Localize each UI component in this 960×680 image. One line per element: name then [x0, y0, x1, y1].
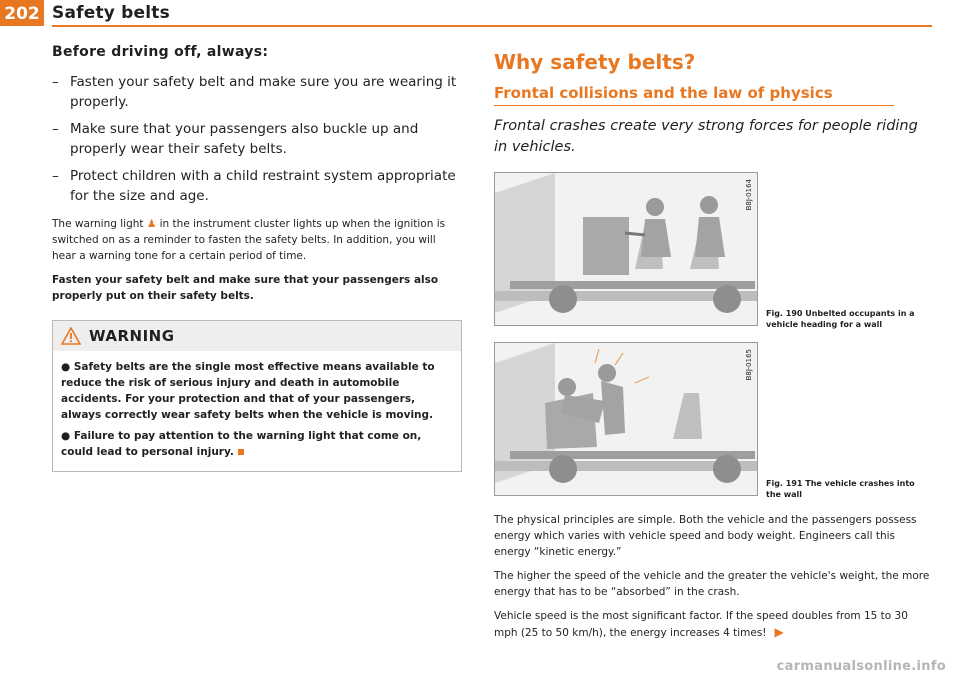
subheading-rule — [494, 105, 894, 106]
step-item: – Protect children with a child restraint system appropriate for the size and age. — [52, 166, 462, 206]
speed-paragraph — [494, 608, 934, 641]
warning-body — [53, 351, 461, 471]
physics-paragraph: The physical principles are simple. Both the vehicle and the passengers possess energy which varies with vehicle speed and body weight. Engineers call this energy “kinetic energy.” — [494, 514, 917, 559]
seat-belt-icon: ♟ — [146, 218, 157, 230]
step-item: – Make sure that your passengers also buckle up and properly wear their safety belts. — [52, 119, 462, 159]
warning-title: WARNING — [89, 327, 175, 345]
before-driving-heading: Before driving off, always: — [52, 44, 269, 60]
page-number: 202 — [0, 0, 44, 26]
end-of-section-mark — [238, 449, 244, 455]
speed-paragraph-text: Vehicle speed is the most significant factor. If the speed doubles from 15 to 30 mph (25 to 50 km/h), the energy increases 4 times! — [494, 610, 908, 640]
warning-triangle-icon — [61, 327, 81, 345]
section-title: Safety belts — [52, 3, 170, 23]
lead-paragraph: Frontal crashes create very strong forces for people riding in vehicles. — [494, 118, 918, 156]
figure-code: B8J-0165 — [745, 349, 753, 381]
figure-code: B8J-0164 — [745, 179, 753, 211]
right-column — [494, 50, 934, 649]
warning-light-paragraph — [52, 216, 462, 264]
energy-paragraph: The higher the speed of the vehicle and the greater the vehicle's weight, the more energy that has to be “absorbed” in the crash. — [494, 570, 930, 599]
continued-arrow-icon: ▶ — [774, 625, 784, 640]
header-rule — [52, 25, 932, 27]
warning-header — [53, 321, 461, 351]
figure-191-illustration — [494, 342, 758, 496]
fasten-belt-paragraph: Fasten your safety belt and make sure that your passengers also properly put on their safety belts. — [52, 274, 439, 302]
warning-item-text: Failure to pay attention to the warning light that come on, could lead to personal injury. — [61, 430, 422, 458]
unbelted-occupants-illustration — [495, 173, 757, 325]
step-list — [52, 72, 462, 206]
vehicle-crash-illustration — [495, 343, 757, 495]
main-heading: Why safety belts? — [494, 50, 696, 74]
warning-light-text-before: The warning light — [52, 218, 144, 230]
figure-190-caption: Fig. 190 Unbelted occupants in a vehicle heading for a wall — [766, 309, 915, 329]
warning-item: ● Failure to pay attention to the warning light that come on, could lead to personal injury. — [61, 430, 422, 458]
page-header — [0, 0, 960, 26]
warning-item-text: Safety belts are the single most effective means available to reduce the risk of serious injury and death in automobile accidents. For your protection and that of your passengers, always correctly wear safety belts when the vehicle is moving. — [61, 361, 435, 421]
figure-191-caption: Fig. 191 The vehicle crashes into the wall — [766, 479, 915, 499]
watermark: carmanualsonline.info — [776, 659, 946, 674]
warning-light-text-after: in the instrument cluster lights up when the ignition is switched on as a reminder to fasten the safety belts. In addition, you will hear a warning tone for a certain period of time. — [52, 218, 446, 262]
figure-190-illustration — [494, 172, 758, 326]
warning-box — [52, 320, 462, 472]
figure-191 — [494, 342, 934, 502]
figure-190 — [494, 172, 934, 332]
sub-heading: Frontal collisions and the law of physics — [494, 84, 833, 102]
left-column — [52, 44, 462, 472]
warning-item: ● Safety belts are the single most effective means available to reduce the risk of serious injury and death in automobile accidents. For your protection and that of your passengers, always correctly wear safety belts when the vehicle is moving. — [61, 361, 435, 421]
step-item: – Fasten your safety belt and make sure you are wearing it properly. — [52, 72, 462, 112]
